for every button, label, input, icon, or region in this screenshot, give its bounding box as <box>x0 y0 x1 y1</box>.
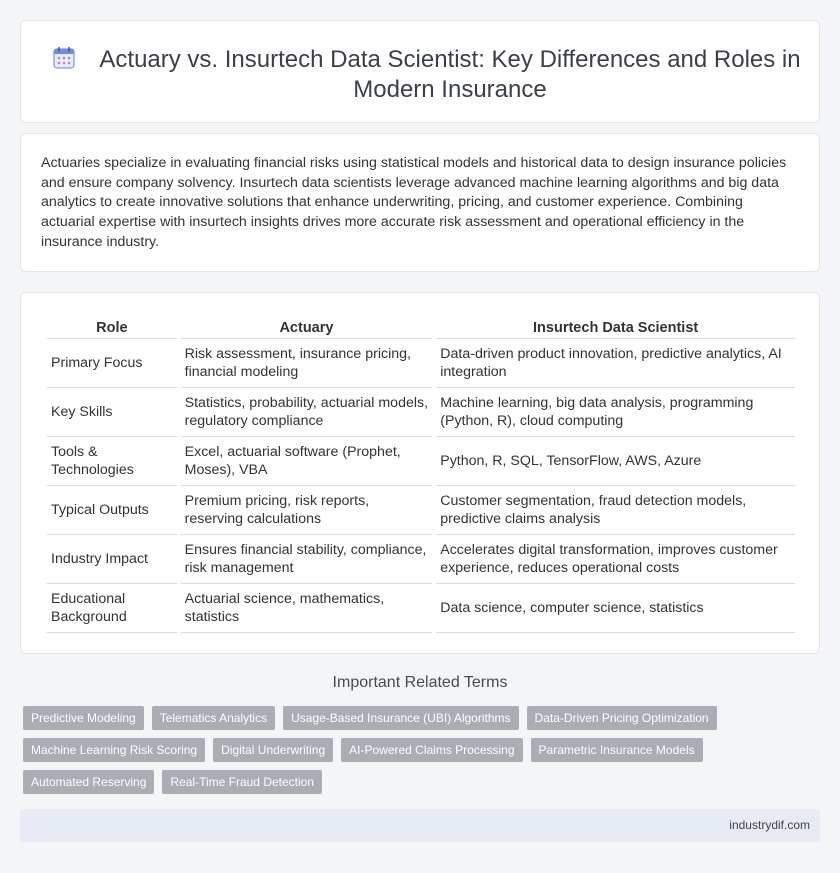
related-term-tag[interactable]: AI-Powered Claims Processing <box>341 738 522 762</box>
intro-card <box>20 133 820 272</box>
page-title-line-2: Modern Insurance <box>353 76 547 103</box>
related-term-tag[interactable]: Predictive Modeling <box>23 706 144 730</box>
related-term-tag[interactable]: Parametric Insurance Models <box>531 738 703 762</box>
data-scientist-cell: Accelerates digital transformation, improves customer experience, reduces operational costs <box>436 535 795 584</box>
related-term-tag[interactable]: Digital Underwriting <box>213 738 333 762</box>
data-scientist-cell: Python, R, SQL, TensorFlow, AWS, Azure <box>436 437 795 486</box>
data-scientist-cell: Data science, computer science, statistics <box>436 584 795 633</box>
calendar-icon <box>51 45 77 71</box>
footer-site-link[interactable]: industrydif.com <box>729 818 810 832</box>
related-term-tag[interactable]: Usage-Based Insurance (UBI) Algorithms <box>283 706 518 730</box>
row-label: Primary Focus <box>47 339 177 388</box>
title-card <box>20 20 820 123</box>
related-terms-list <box>23 706 743 794</box>
table-row <box>47 535 795 584</box>
header-data-scientist: Insurtech Data Scientist <box>436 313 795 339</box>
row-label: Key Skills <box>47 388 177 437</box>
row-label: Tools & Technologies <box>47 437 177 486</box>
intro-paragraph: Actuaries specialize in evaluating financial risks using statistical models and historical data to design insurance policies and ensure company solvency. Insurtech data scientists leverage advanced machine learning algorithms and big data analytics to create innovative solutions that enhance underwriting, pricing, and customer experience. Combining actuarial expertise with insurtech insights drives more accurate risk assessment and operational efficiency in the insurance industry. <box>41 155 787 250</box>
related-terms-heading: Important Related Terms <box>332 674 508 691</box>
table-header-row <box>47 313 795 339</box>
related-term-tag[interactable]: Automated Reserving <box>23 770 154 794</box>
row-label: Industry Impact <box>47 535 177 584</box>
page-title-line-1: Actuary vs. Insurtech Data Scientist: Key Differences and Roles in <box>99 46 801 73</box>
actuary-cell: Risk assessment, insurance pricing, financial modeling <box>181 339 433 388</box>
actuary-cell: Premium pricing, risk reports, reserving calculations <box>181 486 433 535</box>
header-role: Role <box>47 313 177 339</box>
table-row <box>47 437 795 486</box>
related-term-tag[interactable]: Data-Driven Pricing Optimization <box>527 706 717 730</box>
comparison-table-card <box>20 292 820 654</box>
actuary-cell: Actuarial science, mathematics, statistics <box>181 584 433 633</box>
data-scientist-cell: Data-driven product innovation, predictive analytics, AI integration <box>436 339 795 388</box>
footer <box>20 809 820 842</box>
data-scientist-cell: Machine learning, big data analysis, programming (Python, R), cloud computing <box>436 388 795 437</box>
related-term-tag[interactable]: Telematics Analytics <box>152 706 275 730</box>
header-actuary: Actuary <box>181 313 433 339</box>
table-row <box>47 388 795 437</box>
actuary-cell: Statistics, probability, actuarial models, regulatory compliance <box>181 388 433 437</box>
page-title <box>81 45 819 105</box>
table-row <box>47 339 795 388</box>
table-row <box>47 486 795 535</box>
row-label: Educational Background <box>47 584 177 633</box>
data-scientist-cell: Customer segmentation, fraud detection models, predictive claims analysis <box>436 486 795 535</box>
row-label: Typical Outputs <box>47 486 177 535</box>
actuary-cell: Ensures financial stability, compliance, risk management <box>181 535 433 584</box>
related-term-tag[interactable]: Real-Time Fraud Detection <box>162 770 322 794</box>
comparison-table <box>43 313 799 633</box>
actuary-cell: Excel, actuarial software (Prophet, Moses), VBA <box>181 437 433 486</box>
table-row <box>47 584 795 633</box>
related-term-tag[interactable]: Machine Learning Risk Scoring <box>23 738 205 762</box>
